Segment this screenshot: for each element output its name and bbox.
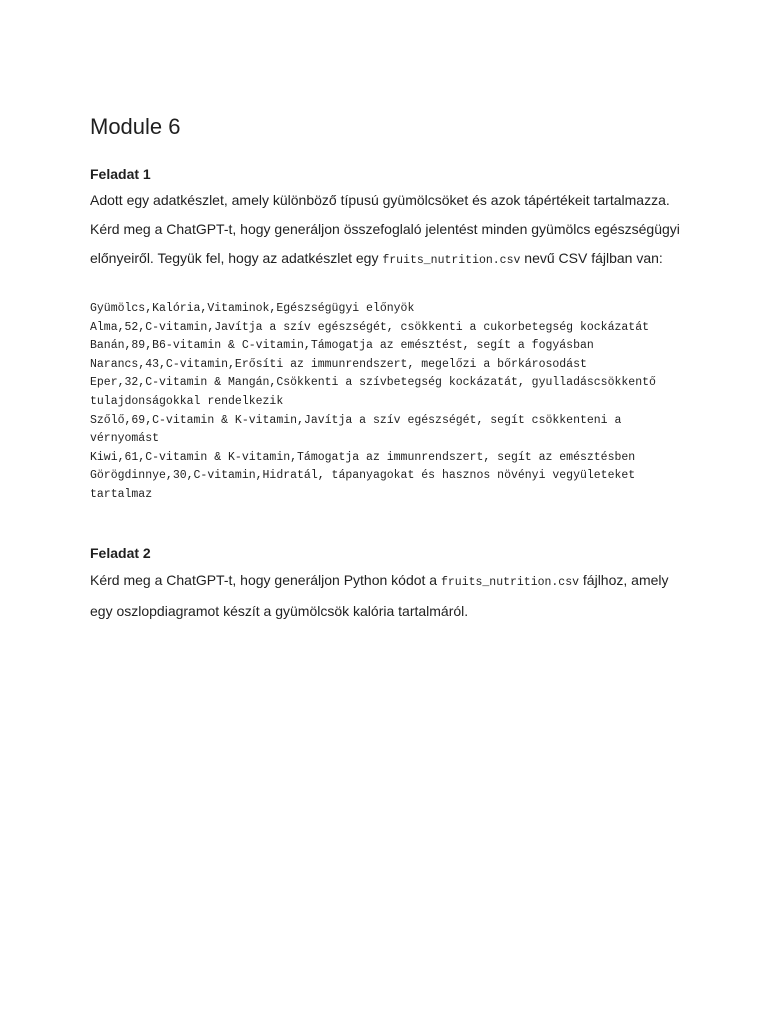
csv-filename-code: fruits_nutrition.csv — [440, 576, 580, 589]
task-2-line-2: egy oszlopdiagramot készít a gyümölcsök kalória tartalmáról. — [90, 603, 469, 619]
task-1-line-3-start: előnyeiről. Tegyük fel, hogy az adatkészlet egy — [90, 250, 383, 266]
task-2-paragraph — [90, 566, 690, 626]
task-1-heading: Feladat 1 — [90, 166, 151, 182]
task-1-line-1: Adott egy adatkészlet, amely különböző típusú gyümölcsöket és azok tápértékeit tartalmazza. — [90, 192, 670, 208]
task-2-line-1-start: Kérd meg a ChatGPT-t, hogy generáljon Python kódot a — [90, 572, 441, 588]
task-1-line-2: Kérd meg a ChatGPT-t, hogy generáljon összefoglaló jelentést minden gyümölcs egészségügyi — [90, 221, 680, 237]
csv-line: tulajdonságokkal rendelkezik — [90, 394, 284, 408]
csv-filename-code: fruits_nutrition.csv — [382, 254, 521, 267]
csv-line: Gyümölcs,Kalória,Vitaminok,Egészségügyi előnyök — [90, 302, 415, 315]
page-title: Module 6 — [90, 114, 181, 139]
task-2-heading: Feladat 2 — [90, 545, 151, 561]
task-2-line-1-end: fájlhoz, amely — [579, 572, 669, 588]
task-1-paragraph — [90, 186, 690, 275]
csv-line: vérnyomást — [90, 432, 160, 446]
task-1-line-3-end: nevű CSV fájlban van: — [520, 250, 663, 266]
csv-line: Kiwi,61,C-vitamin & K-vitamin,Támogatja az immunrendszert, segít az emésztésben — [90, 450, 636, 464]
csv-line: tartalmaz — [90, 487, 153, 501]
csv-line: Alma,52,C-vitamin,Javítja a szív egészségét, csökkenti a cukorbetegség kockázatát — [90, 320, 649, 334]
csv-line: Szőlő,69,C-vitamin & K-vitamin,Javítja a szív egészségét, segít csökkenteni a — [90, 413, 622, 427]
csv-line: Eper,32,C-vitamin & Mangán,Csökkenti a szívbetegség kockázatát, gyulladáscsökkentő — [90, 376, 656, 390]
csv-line: Banán,89,B6-vitamin & C-vitamin,Támogatja az emésztést, segít a fogyásban — [90, 339, 594, 353]
csv-line: Görögdinnye,30,C-vitamin,Hidratál, tápanyagokat és hasznos növényi vegyületeket — [90, 469, 636, 483]
csv-line: Narancs,43,C-vitamin,Erősíti az immunrendszert, megelőzi a bőrkárosodást — [90, 357, 587, 371]
csv-code-block — [90, 300, 690, 505]
